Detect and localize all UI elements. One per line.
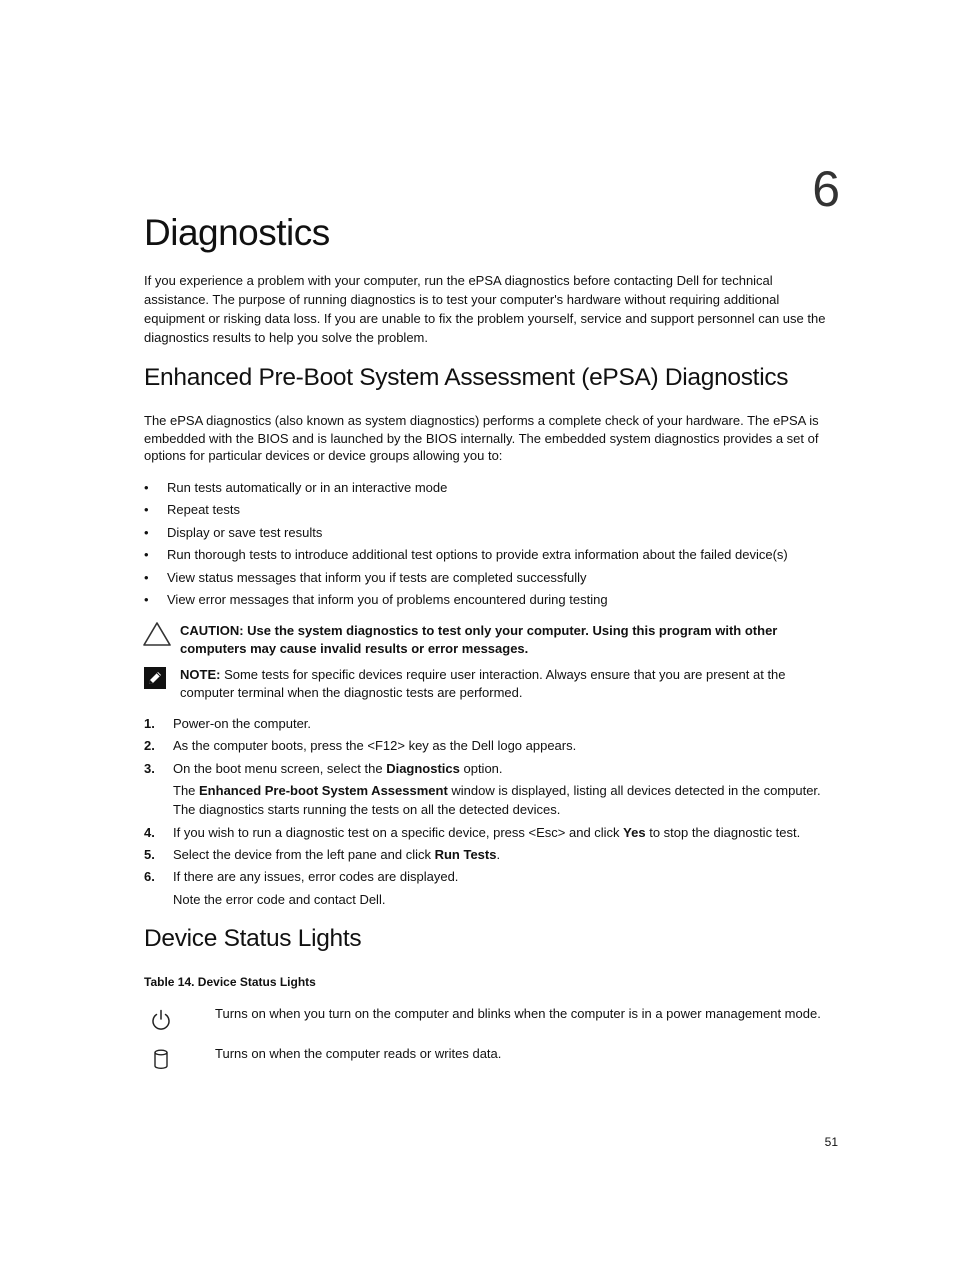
step-subtext-end: window is displayed, listing all devices detected in the computer. The diagnostics starts running the tests on all the detected devices. — [173, 783, 821, 817]
page-title: Diagnostics — [144, 212, 330, 253]
section-heading-epsa: Enhanced Pre-Boot System Assessment (ePSA) Diagnostics — [144, 364, 789, 391]
note-label: NOTE: — [180, 667, 221, 682]
chapter-number: 6 — [812, 161, 840, 217]
table-caption: Table 14. Device Status Lights — [144, 975, 316, 989]
step-text — [173, 845, 837, 864]
bullet-dot: • — [144, 525, 149, 540]
table-cell-description: Turns on when the computer reads or writes data. — [215, 1046, 502, 1061]
step-subtext — [173, 781, 837, 819]
step-text-main: If there are any issues, error codes are displayed. — [173, 869, 459, 884]
step-text-end: . — [496, 847, 501, 862]
section-heading-status-lights: Device Status Lights — [144, 925, 362, 952]
step-number: 3. — [144, 761, 155, 776]
note-text — [180, 666, 840, 701]
caution-text: CAUTION: Use the system diagnostics to test only your computer. Using this program with other computers may cause invalid results or error messages. — [180, 623, 778, 656]
bullet-dot: • — [144, 592, 149, 607]
list-item-text: View error messages that inform you of problems encountered during testing — [167, 592, 608, 607]
step-text-bold: Yes — [623, 825, 646, 840]
note-body: Some tests for specific devices require user interaction. Always ensure that you are present at the computer terminal when the diagnostic tests are performed. — [180, 667, 786, 700]
list-item-text: Run tests automatically or in an interactive mode — [167, 480, 448, 495]
table-cell-description: Turns on when you turn on the computer and blinks when the computer is in a power management mode. — [215, 1006, 821, 1021]
step-subtext-bold: Enhanced Pre-boot System Assessment — [199, 783, 448, 798]
bullet-dot: • — [144, 547, 149, 562]
step-number: 6. — [144, 869, 155, 884]
step-text — [173, 736, 837, 755]
step-text-main: Power-on the computer. — [173, 716, 312, 731]
step-number: 2. — [144, 738, 155, 753]
step-text — [173, 759, 837, 778]
step-text-main: If you wish to run a diagnostic test on a specific device, press <Esc> and click — [173, 825, 624, 840]
step-number: 1. — [144, 716, 155, 731]
step-text-main: On the boot menu screen, select the — [173, 761, 387, 776]
step-text — [173, 867, 837, 886]
list-item-text: Run thorough tests to introduce additional test options to provide extra information about the failed device(s) — [167, 547, 788, 562]
bullet-dot: • — [144, 480, 149, 495]
note-pencil-icon — [144, 667, 166, 689]
step-text — [173, 823, 837, 842]
hard-drive-icon — [148, 1047, 174, 1073]
step-subtext: Note the error code and contact Dell. — [173, 892, 386, 907]
list-item-text: View status messages that inform you if tests are completed successfully — [167, 570, 587, 585]
step-text — [173, 714, 837, 733]
step-text-end: to stop the diagnostic test. — [645, 825, 801, 840]
list-item-text: Repeat tests — [167, 502, 240, 517]
page-number: 51 — [824, 1135, 838, 1149]
power-icon — [148, 1007, 174, 1033]
bullet-dot: • — [144, 502, 149, 517]
bullet-dot: • — [144, 570, 149, 585]
step-text-end: option. — [459, 761, 503, 776]
step-text-main: As the computer boots, press the <F12> key as the Dell logo appears. — [173, 738, 577, 753]
step-subtext-main: The — [173, 783, 200, 798]
step-text-bold: Run Tests — [434, 847, 497, 862]
caution-icon — [142, 621, 172, 647]
step-text-main: Select the device from the left pane and click — [173, 847, 435, 862]
list-item-text: Display or save test results — [167, 525, 323, 540]
epsa-intro: The ePSA diagnostics (also known as system diagnostics) performs a complete check of your hardware. The ePSA is embedded with the BIOS and is launched by the BIOS internally. The embedded system diagnostics provides a set of options for particular devices or device groups allowing you to: — [144, 413, 819, 463]
chapter-intro: If you experience a problem with your computer, run the ePSA diagnostics before contacting Dell for technical assistance. The purpose of running diagnostics is to test your computer's hardware without requiring additional equipment or risking data loss. If you are unable to fix the problem yourself, service and support personnel can use the diagnostics results to help you solve the problem. — [144, 273, 826, 345]
step-number: 4. — [144, 825, 155, 840]
step-number: 5. — [144, 847, 155, 862]
step-text-bold: Diagnostics — [386, 761, 460, 776]
